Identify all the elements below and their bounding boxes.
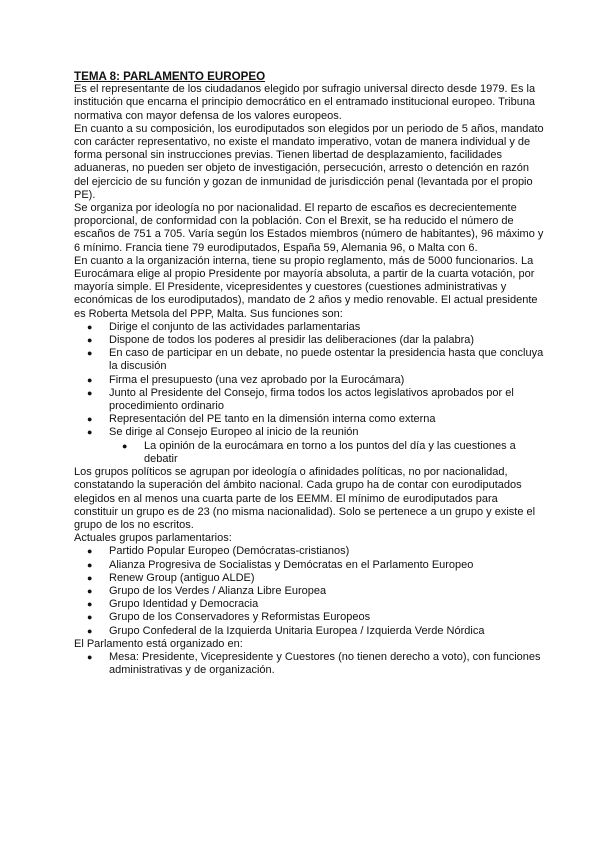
paragraph-organization-ideology: Se organiza por ideología no por nacionalidad. El reparto de escaños es decrecientemente proporcional, de conformidad con la población. Con el Brexit, se ha reducido el número de escaños de 751 a 705. Varía según los Estados miembros (número de habitantes), 96 máximo y 6 mínimo. Francia tiene 79 eurodiputados, España 59, Alemania 96, o Malta con 6. xyxy=(74,202,544,254)
groups-list xyxy=(74,545,544,637)
list-item: ● Grupo Confederal de la Izquierda Unitaria Europea / Izquierda Verde Nórdica xyxy=(74,625,544,638)
list-item: ● Grupo de los Verdes / Alianza Libre Europea xyxy=(74,585,544,598)
list-item-text: Se dirige al Consejo Europeo al inicio de la reunión xyxy=(109,426,359,439)
page-title: TEMA 8: PARLAMENTO EUROPEO xyxy=(74,70,266,83)
sub-list-item: ● La opinión de la eurocámara en torno a los puntos del día y las cuestiones a debatir xyxy=(109,440,544,466)
list-item: ● Renew Group (antiguo ALDE) xyxy=(74,572,544,585)
list-item: ● Firma el presupuesto (una vez aprobado por la Eurocámara) xyxy=(74,374,544,387)
organization-list xyxy=(74,651,544,677)
organization-heading: El Parlamento está organizado en: xyxy=(74,637,243,650)
president-functions-list xyxy=(74,321,544,466)
list-item: ● Representación del PE tanto en la dimensión interna como externa xyxy=(74,413,544,426)
sub-list xyxy=(109,440,544,466)
list-item xyxy=(74,426,544,466)
list-item: ● Junto al Presidente del Consejo, firma todos los actos legislativos aprobados por el procedimiento ordinario xyxy=(74,387,544,413)
paragraph-internal-organization: En cuanto a la organización interna, tiene su propio reglamento, más de 5000 funcionarios. La Eurocámara elige al propio Presidente por mayoría absoluta, a partir de la cuarta votación, por mayoría simple. El Presidente, vicepresidentes y cuestores (cuestiones administrativas y económicas de los eurodiputados), mandato de 2 años y medio renovable. El actual presidente es Roberta Metsola del PPP, Malta. Sus funciones son: xyxy=(74,254,538,320)
paragraph-intro: Es el representante de los ciudadanos elegido por sufragio universal directo desde 1979. Es la institución que encarna el principio democrático en el entramado institucional europeo. Tribuna normativa con mayor defensa de los valores europeos. xyxy=(74,83,536,122)
list-item: ● Partido Popular Europeo (Demócratas-cristianos) xyxy=(74,545,544,558)
document-page xyxy=(74,70,544,677)
paragraph-composition: En cuanto a su composición, los eurodiputados son elegidos por un periodo de 5 años, mandato con carácter representativo, no existe el mandato imperativo, votan de manera individual y de forma personal sin instrucciones previas. Tienen libertad de desplazamiento, facilidades aduaneras, no pueden ser objeto de investigación, persecución, arresto o detención en razón del ejercicio de su función y gozan de inmunidad de jurisdicción penal (levantada por el propio PE). xyxy=(74,122,544,201)
list-item: ● Mesa: Presidente, Vicepresidente y Cuestores (no tienen derecho a voto), con funciones administrativas y de organización. xyxy=(74,651,544,677)
groups-heading: Actuales grupos parlamentarios: xyxy=(74,532,232,545)
list-item: ● Alianza Progresiva de Socialistas y Demócratas en el Parlamento Europeo xyxy=(74,559,544,572)
list-item: ● Grupo de los Conservadores y Reformistas Europeos xyxy=(74,611,544,624)
list-item: ● Dispone de todos los poderes al presidir las deliberaciones (dar la palabra) xyxy=(74,334,544,347)
paragraph-groups: Los grupos políticos se agrupan por ideología o afinidades políticas, no por nacionalidad, constatando la superación del ámbito nacional. Cada grupo ha de contar con eurodiputados elegidos en al menos una cuarta parte de los EEMM. El mínimo de eurodiputados para constituir un grupo es de 23 (no misma nacionalidad). Solo se pertenece a un grupo y existe el grupo de los no escritos. xyxy=(74,466,536,531)
list-item: ● En caso de participar en un debate, no puede ostentar la presidencia hasta que concluya la discusión xyxy=(74,347,544,373)
list-item: ● Grupo Identidad y Democracia xyxy=(74,598,544,611)
list-item: ● Dirige el conjunto de las actividades parlamentarias xyxy=(74,321,544,334)
